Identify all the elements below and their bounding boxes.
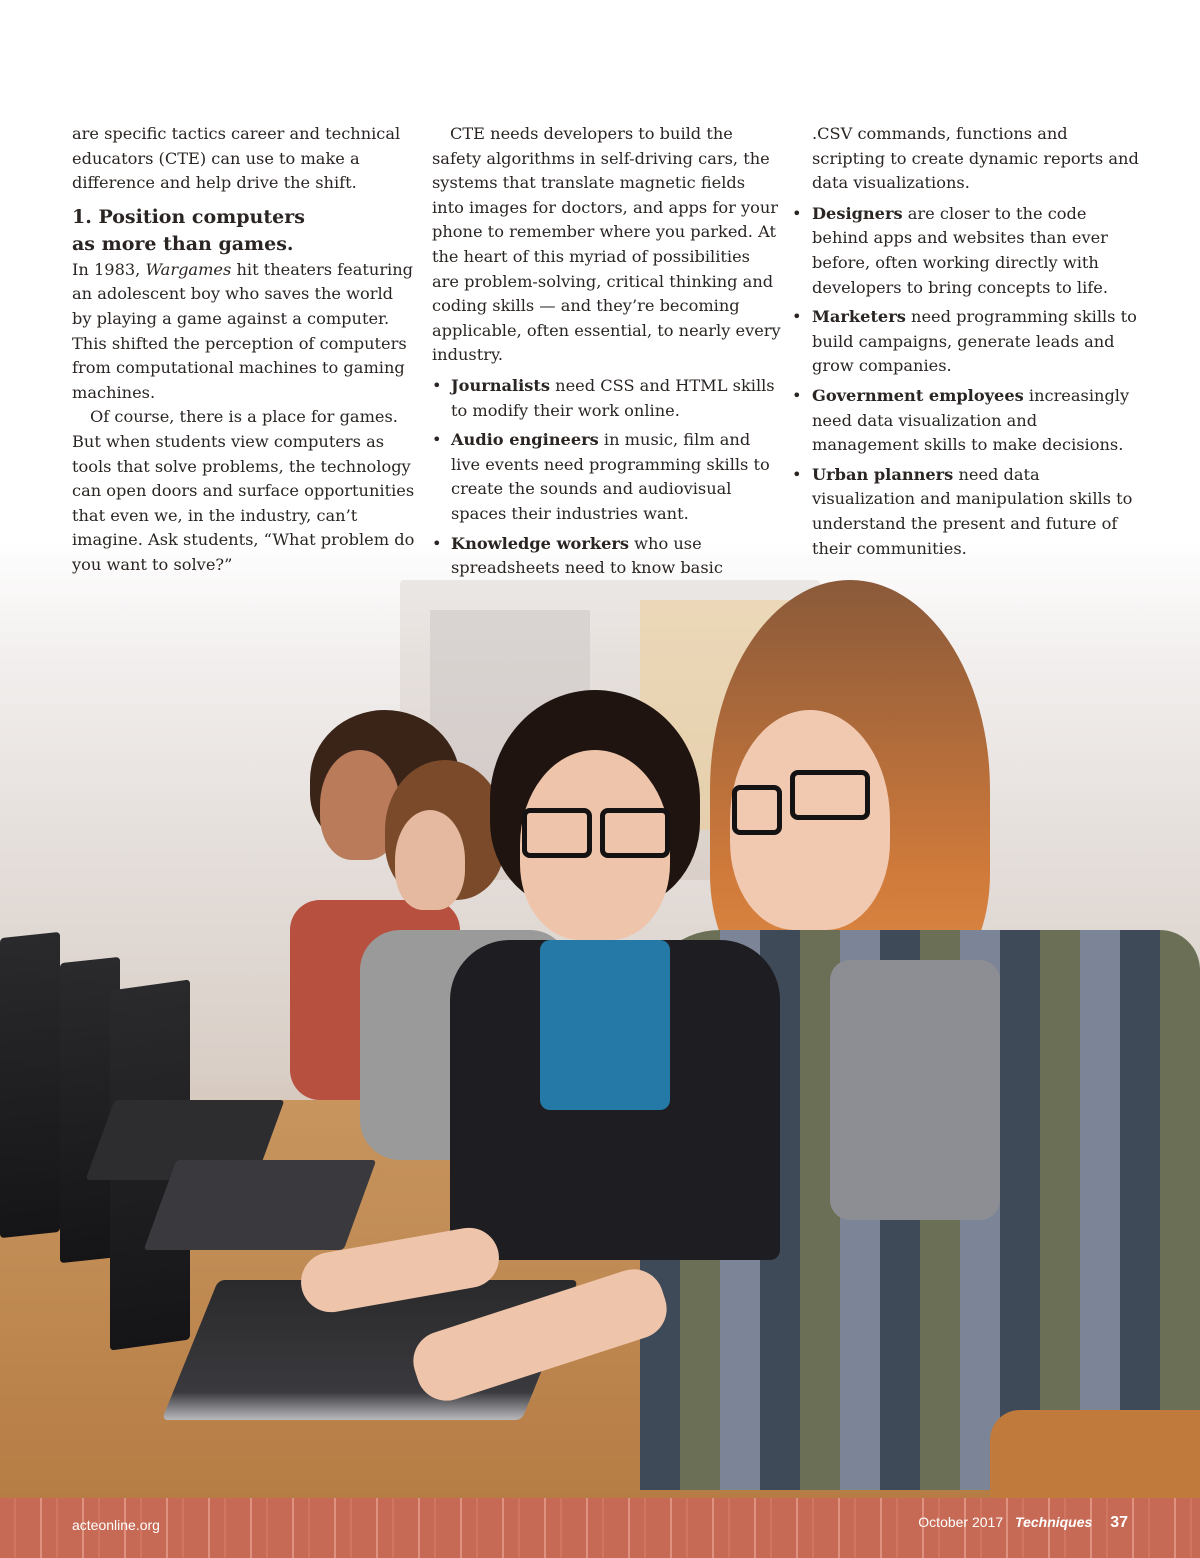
classroom-photo	[0, 540, 1200, 1500]
list-item-term: Government employees	[812, 385, 1024, 405]
list-item	[812, 384, 1142, 458]
list-item	[812, 202, 1142, 300]
laptop-screen	[0, 932, 60, 1238]
section-heading	[72, 204, 417, 258]
student-4-tshirt	[830, 960, 1000, 1220]
student-2-face	[395, 810, 465, 910]
list-item-term: Knowledge workers	[451, 533, 630, 553]
bullet-list	[812, 202, 1142, 561]
chair	[990, 1410, 1200, 1500]
text-run: hit theaters featuring an adolescent boy who saves the world by playing a game against a computer. This shifted the perception of computers from computational machines to gaming machines.	[72, 259, 414, 402]
glasses-icon	[790, 770, 870, 820]
list-item-text: need programming skills to build campaigns, generate leads and grow companies.	[812, 307, 1137, 376]
list-item-text: need CSS and HTML skills to modify their work online.	[451, 375, 775, 420]
list-item-term: Designers	[812, 203, 903, 223]
bullet-list	[432, 374, 782, 581]
body-paragraph: .CSV commands, functions and scripting to create dynamic reports and data visualizations.	[812, 124, 1139, 193]
body-paragraph: Of course, there is a place for games. But when students view computers as tools that solve problems, the technology can open doors and surface opportunities that even we, in the industry, can’t imagine. Ask students, “What problem do you want to solve?”	[72, 407, 415, 574]
section-heading-line: as more than games.	[72, 232, 294, 255]
footer-date: October 2017	[918, 1514, 1004, 1530]
list-item	[812, 463, 1142, 561]
laptop-keyboard	[144, 1160, 377, 1250]
footer-magazine-name: Techniques	[1015, 1514, 1093, 1530]
list-item-text: in music, film and live events need programming skills to create the sounds and audiovisual spaces their industries want.	[451, 430, 770, 523]
text-run: In 1983,	[72, 259, 146, 279]
list-item	[812, 305, 1142, 379]
footer-website: acteonline.org	[72, 1517, 160, 1533]
list-item-text: are closer to the code behind apps and websites than ever before, often working directly with developers to bring concepts to life.	[812, 203, 1108, 297]
page-footer	[0, 1498, 1200, 1558]
page-number: 37	[1110, 1514, 1128, 1531]
body-paragraph: are specific tactics career and technical educators (CTE) can use to make a difference and help drive the shift.	[72, 124, 401, 193]
list-item-text: who use spreadsheets need to know basic	[451, 533, 723, 578]
body-paragraph: CTE needs developers to build the safety algorithms in self-driving cars, the systems that translate magnetic fields into images for doctors, and apps for your phone to remember where you parked. At the heart of this myriad of possibilities are problem-solving, critical thinking and coding skills — and they’re becoming applicable, often essential, to nearly every industry.	[432, 124, 781, 365]
list-item	[432, 532, 782, 581]
list-item	[432, 428, 782, 526]
teacher-blue-shirt	[540, 940, 670, 1110]
list-item	[432, 374, 782, 423]
list-item-term: Journalists	[451, 375, 551, 395]
list-item-term: Urban planners	[812, 464, 954, 484]
article-column-1	[72, 122, 417, 578]
article-column-2	[432, 122, 782, 586]
glasses-icon	[522, 808, 592, 858]
glasses-icon	[732, 785, 782, 835]
list-item-text: increasingly need data visualization and management skills to make decisions.	[812, 385, 1130, 455]
section-heading-line: 1. Position computers	[72, 205, 305, 228]
glasses-icon	[600, 808, 670, 858]
footer-issue-info	[918, 1514, 1128, 1532]
list-item-text: need data visualization and manipulation skills to understand the present and future of their communities.	[812, 464, 1133, 558]
list-item-term: Marketers	[812, 307, 906, 327]
film-title: Wargames	[145, 259, 232, 279]
article-column-3	[812, 122, 1142, 566]
body-paragraph	[72, 258, 417, 406]
list-item-term: Audio engineers	[451, 430, 599, 450]
